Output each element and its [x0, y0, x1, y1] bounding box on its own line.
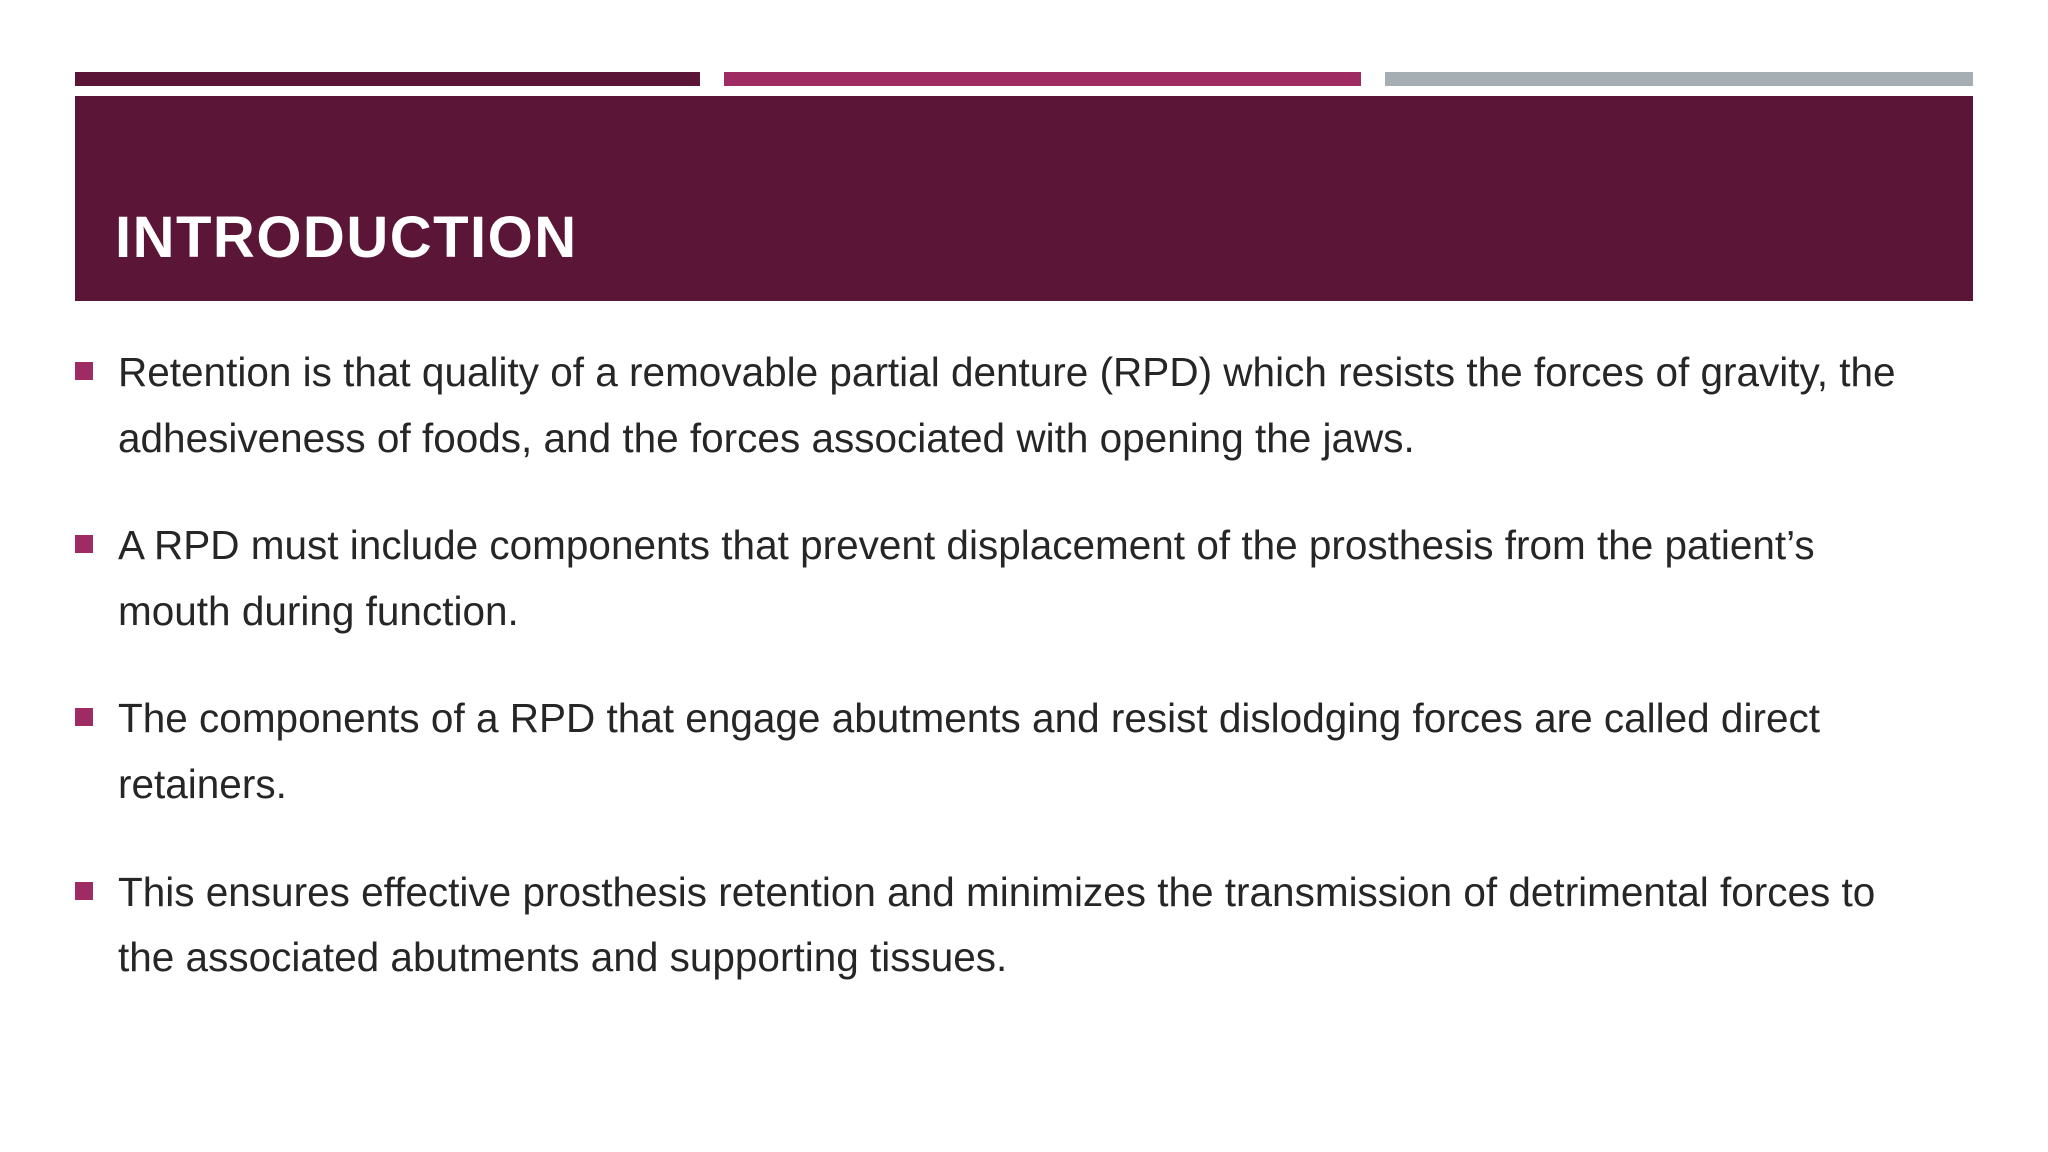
accent-bar-dark	[75, 72, 700, 86]
header-accent-bars	[75, 72, 1973, 86]
list-item	[75, 340, 1985, 471]
bullet-square-icon	[75, 882, 93, 900]
list-item	[75, 686, 1985, 817]
accent-bar-gap	[700, 72, 724, 86]
list-item-text: This ensures effective prosthesis retention and minimizes the transmission of detrimental forces to the associated abutments and supporting tissues.	[118, 868, 1876, 981]
bullet-square-icon	[75, 535, 93, 553]
bullet-square-icon	[75, 708, 93, 726]
list-item	[75, 860, 1985, 991]
list-item-text: Retention is that quality of a removable partial denture (RPD) which resists the forces of gravity, the adhesiveness of foods, and the forces associated with opening the jaws.	[118, 349, 1896, 461]
list-item-text: A RPD must include components that prevent displacement of the prosthesis from the patient’s mouth during function.	[118, 522, 1815, 634]
accent-bar-gap-2	[1361, 72, 1385, 86]
page-title: INTRODUCTION	[115, 205, 578, 270]
slide-title-band	[75, 96, 1973, 301]
accent-bar-magenta	[724, 72, 1361, 86]
bullet-square-icon	[75, 362, 93, 380]
list-item	[75, 513, 1985, 644]
accent-bar-gray	[1385, 72, 1973, 86]
list-item-text: The components of a RPD that engage abutments and resist dislodging forces are called direct retainers.	[118, 695, 1820, 808]
slide-body	[75, 340, 1985, 1033]
